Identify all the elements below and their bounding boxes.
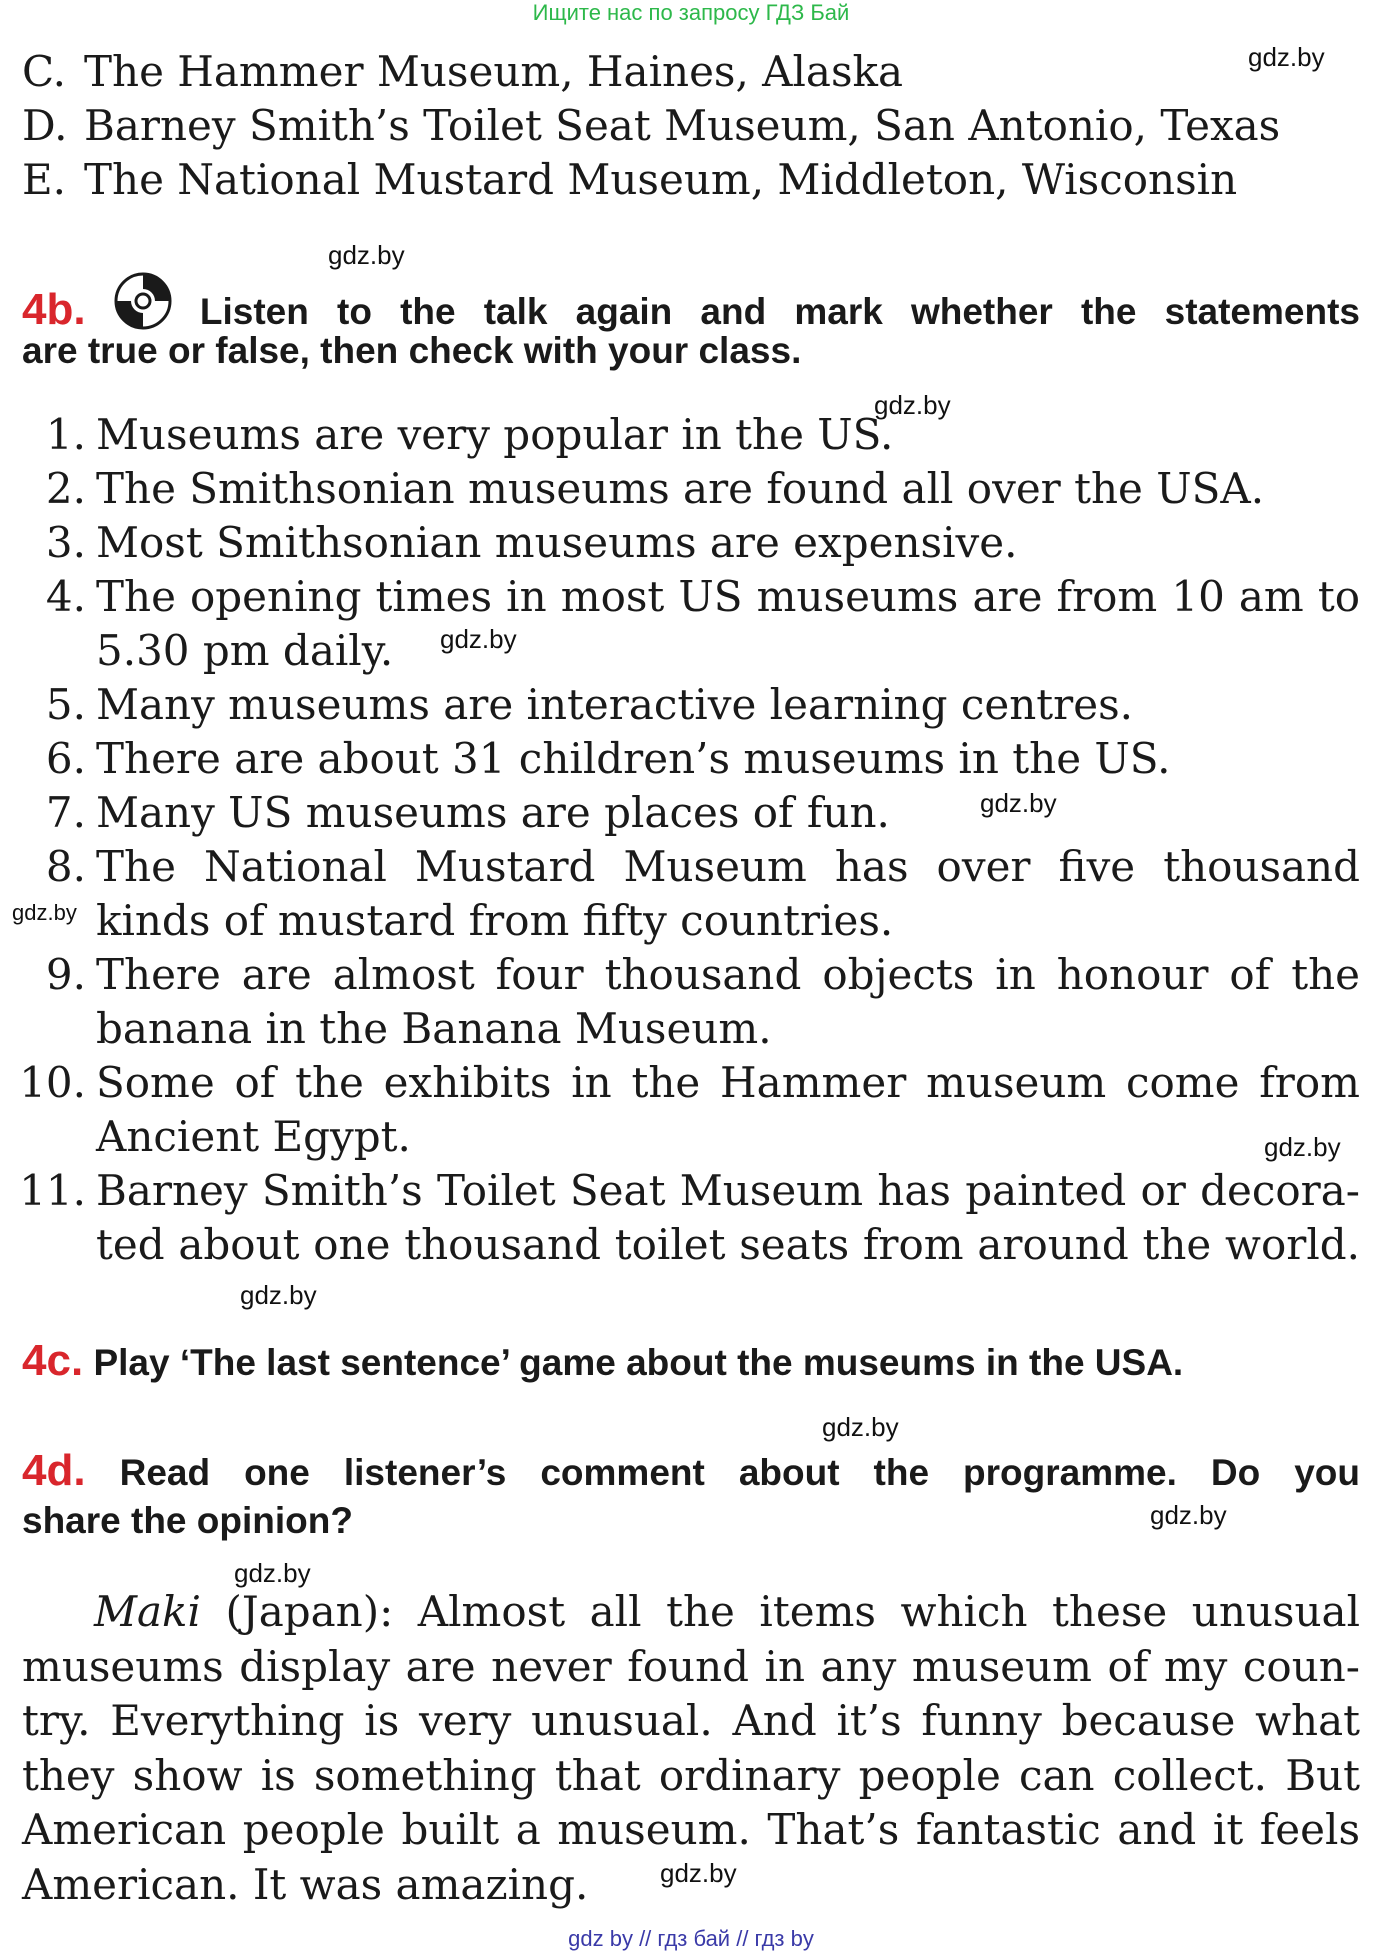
comment-line-text: (Japan): Almost all the items which these unusual xyxy=(200,1587,1360,1636)
museum-item-c xyxy=(22,45,903,99)
item-text: Museums are very popular in the US. xyxy=(96,410,894,459)
museum-letter: C. xyxy=(22,47,66,96)
statements-list xyxy=(0,408,1382,1288)
item-number: 3. xyxy=(45,518,86,567)
museum-name: Barney Smith’s Toilet Seat Museum, San Antonio, Texas xyxy=(84,101,1281,150)
comment-line: American. It was amazing. xyxy=(22,1859,589,1909)
watermark: gdz.by xyxy=(660,1858,737,1888)
watermark: gdz.by xyxy=(1264,1132,1341,1162)
item-text: Most Smithsonian museums are expensive. xyxy=(96,518,1018,567)
item-text-line2: ted about one thousand toilet seats from around the world. xyxy=(96,1220,1360,1269)
list-item xyxy=(0,1164,1382,1272)
item-text: Many US museums are places of fun. xyxy=(96,788,890,837)
item-text: There are about 31 children’s museums in the US. xyxy=(96,734,1171,783)
museum-item-d xyxy=(22,99,1280,153)
task-text-line1: Read one listener’s comment about the programme. Do you xyxy=(119,1452,1360,1493)
watermark: gdz.by xyxy=(822,1412,899,1442)
watermark: gdz.by xyxy=(234,1558,311,1588)
item-text-line1: There are almost four thousand objects in honour of the xyxy=(96,950,1360,999)
watermark: gdz.by xyxy=(980,788,1057,818)
watermark: gdz.by xyxy=(874,390,951,420)
task-number: 4d. xyxy=(22,1446,86,1495)
item-text-line2: Ancient Egypt. xyxy=(96,1112,411,1161)
item-number: 1. xyxy=(45,410,86,459)
watermark: gdz.by xyxy=(1150,1500,1227,1530)
item-text: Many museums are interactive learning centres. xyxy=(96,680,1133,729)
list-item xyxy=(0,678,1382,732)
item-text-line1: The opening times in most US museums are from 10 am to xyxy=(96,572,1360,621)
item-number: 8. xyxy=(45,842,86,891)
comment-line: try. Everything is very unusual. And it’s funny because what xyxy=(22,1696,1360,1745)
list-item xyxy=(0,570,1382,678)
list-item xyxy=(0,1056,1382,1164)
museum-name: The Hammer Museum, Haines, Alaska xyxy=(84,47,904,96)
item-number: 11. xyxy=(19,1166,86,1215)
comment-line xyxy=(22,1585,1360,1640)
item-text-line2: 5.30 pm daily. xyxy=(96,626,394,675)
museum-item-e xyxy=(22,153,1237,207)
task-4b-line2: are true or false, then check with your class. xyxy=(22,330,802,371)
museum-letter: E. xyxy=(22,155,67,204)
item-number: 5. xyxy=(45,680,86,729)
task-text: Play ‘The last sentence’ game about the museums in the USA. xyxy=(93,1342,1184,1383)
top-banner: Ищите нас по запросу ГДЗ Бай xyxy=(532,0,850,25)
comment-line: museums display are never found in any museum of my coun- xyxy=(22,1641,1360,1691)
item-text-line2: kinds of mustard from fifty countries. xyxy=(96,896,894,945)
item-text-line1: Barney Smith’s Toilet Seat Museum has painted or decora- xyxy=(96,1166,1360,1215)
item-text-line2: banana in the Banana Museum. xyxy=(96,1004,772,1053)
task-number: 4c. xyxy=(22,1336,84,1385)
watermark: gdz.by xyxy=(12,900,77,925)
watermark: gdz.by xyxy=(1248,42,1325,72)
task-4d-heading xyxy=(22,1446,1360,1498)
list-item xyxy=(0,408,1382,462)
item-number: 2. xyxy=(45,464,86,513)
comment-line: they show is something that ordinary people can collect. But xyxy=(22,1750,1360,1800)
list-item xyxy=(0,516,1382,570)
task-4d-line2: share the opinion? xyxy=(22,1500,353,1541)
comment-line: American people built a museum. That’s fantastic and it feels xyxy=(22,1805,1360,1854)
list-item xyxy=(0,840,1382,948)
item-number: 10. xyxy=(19,1058,86,1107)
museum-letter: D. xyxy=(22,101,68,150)
item-text-line1: The National Mustard Museum has over five thousand xyxy=(96,842,1360,891)
task-4c-heading xyxy=(22,1336,1183,1388)
task-number: 4b. xyxy=(22,285,86,334)
bottom-banner: gdz by // гдз бай // гдз by xyxy=(568,1926,814,1951)
watermark: gdz.by xyxy=(240,1280,317,1310)
list-item xyxy=(0,732,1382,786)
task-text-line1: Listen to the talk again and mark whether the statements xyxy=(199,291,1360,332)
list-item xyxy=(0,948,1382,1056)
item-number: 7. xyxy=(45,788,86,837)
item-text-line1: Some of the exhibits in the Hammer museum come from xyxy=(96,1058,1360,1107)
list-item xyxy=(0,462,1382,516)
item-number: 4. xyxy=(45,572,86,621)
item-number: 9. xyxy=(45,950,86,999)
item-number: 6. xyxy=(45,734,86,783)
watermark: gdz.by xyxy=(328,240,405,270)
item-text: The Smithsonian museums are found all over the USA. xyxy=(96,464,1265,513)
comment-speaker: Maki xyxy=(94,1587,201,1636)
museum-name: The National Mustard Museum, Middleton, Wisconsin xyxy=(84,155,1238,204)
list-item xyxy=(0,786,1382,840)
watermark: gdz.by xyxy=(440,624,517,654)
